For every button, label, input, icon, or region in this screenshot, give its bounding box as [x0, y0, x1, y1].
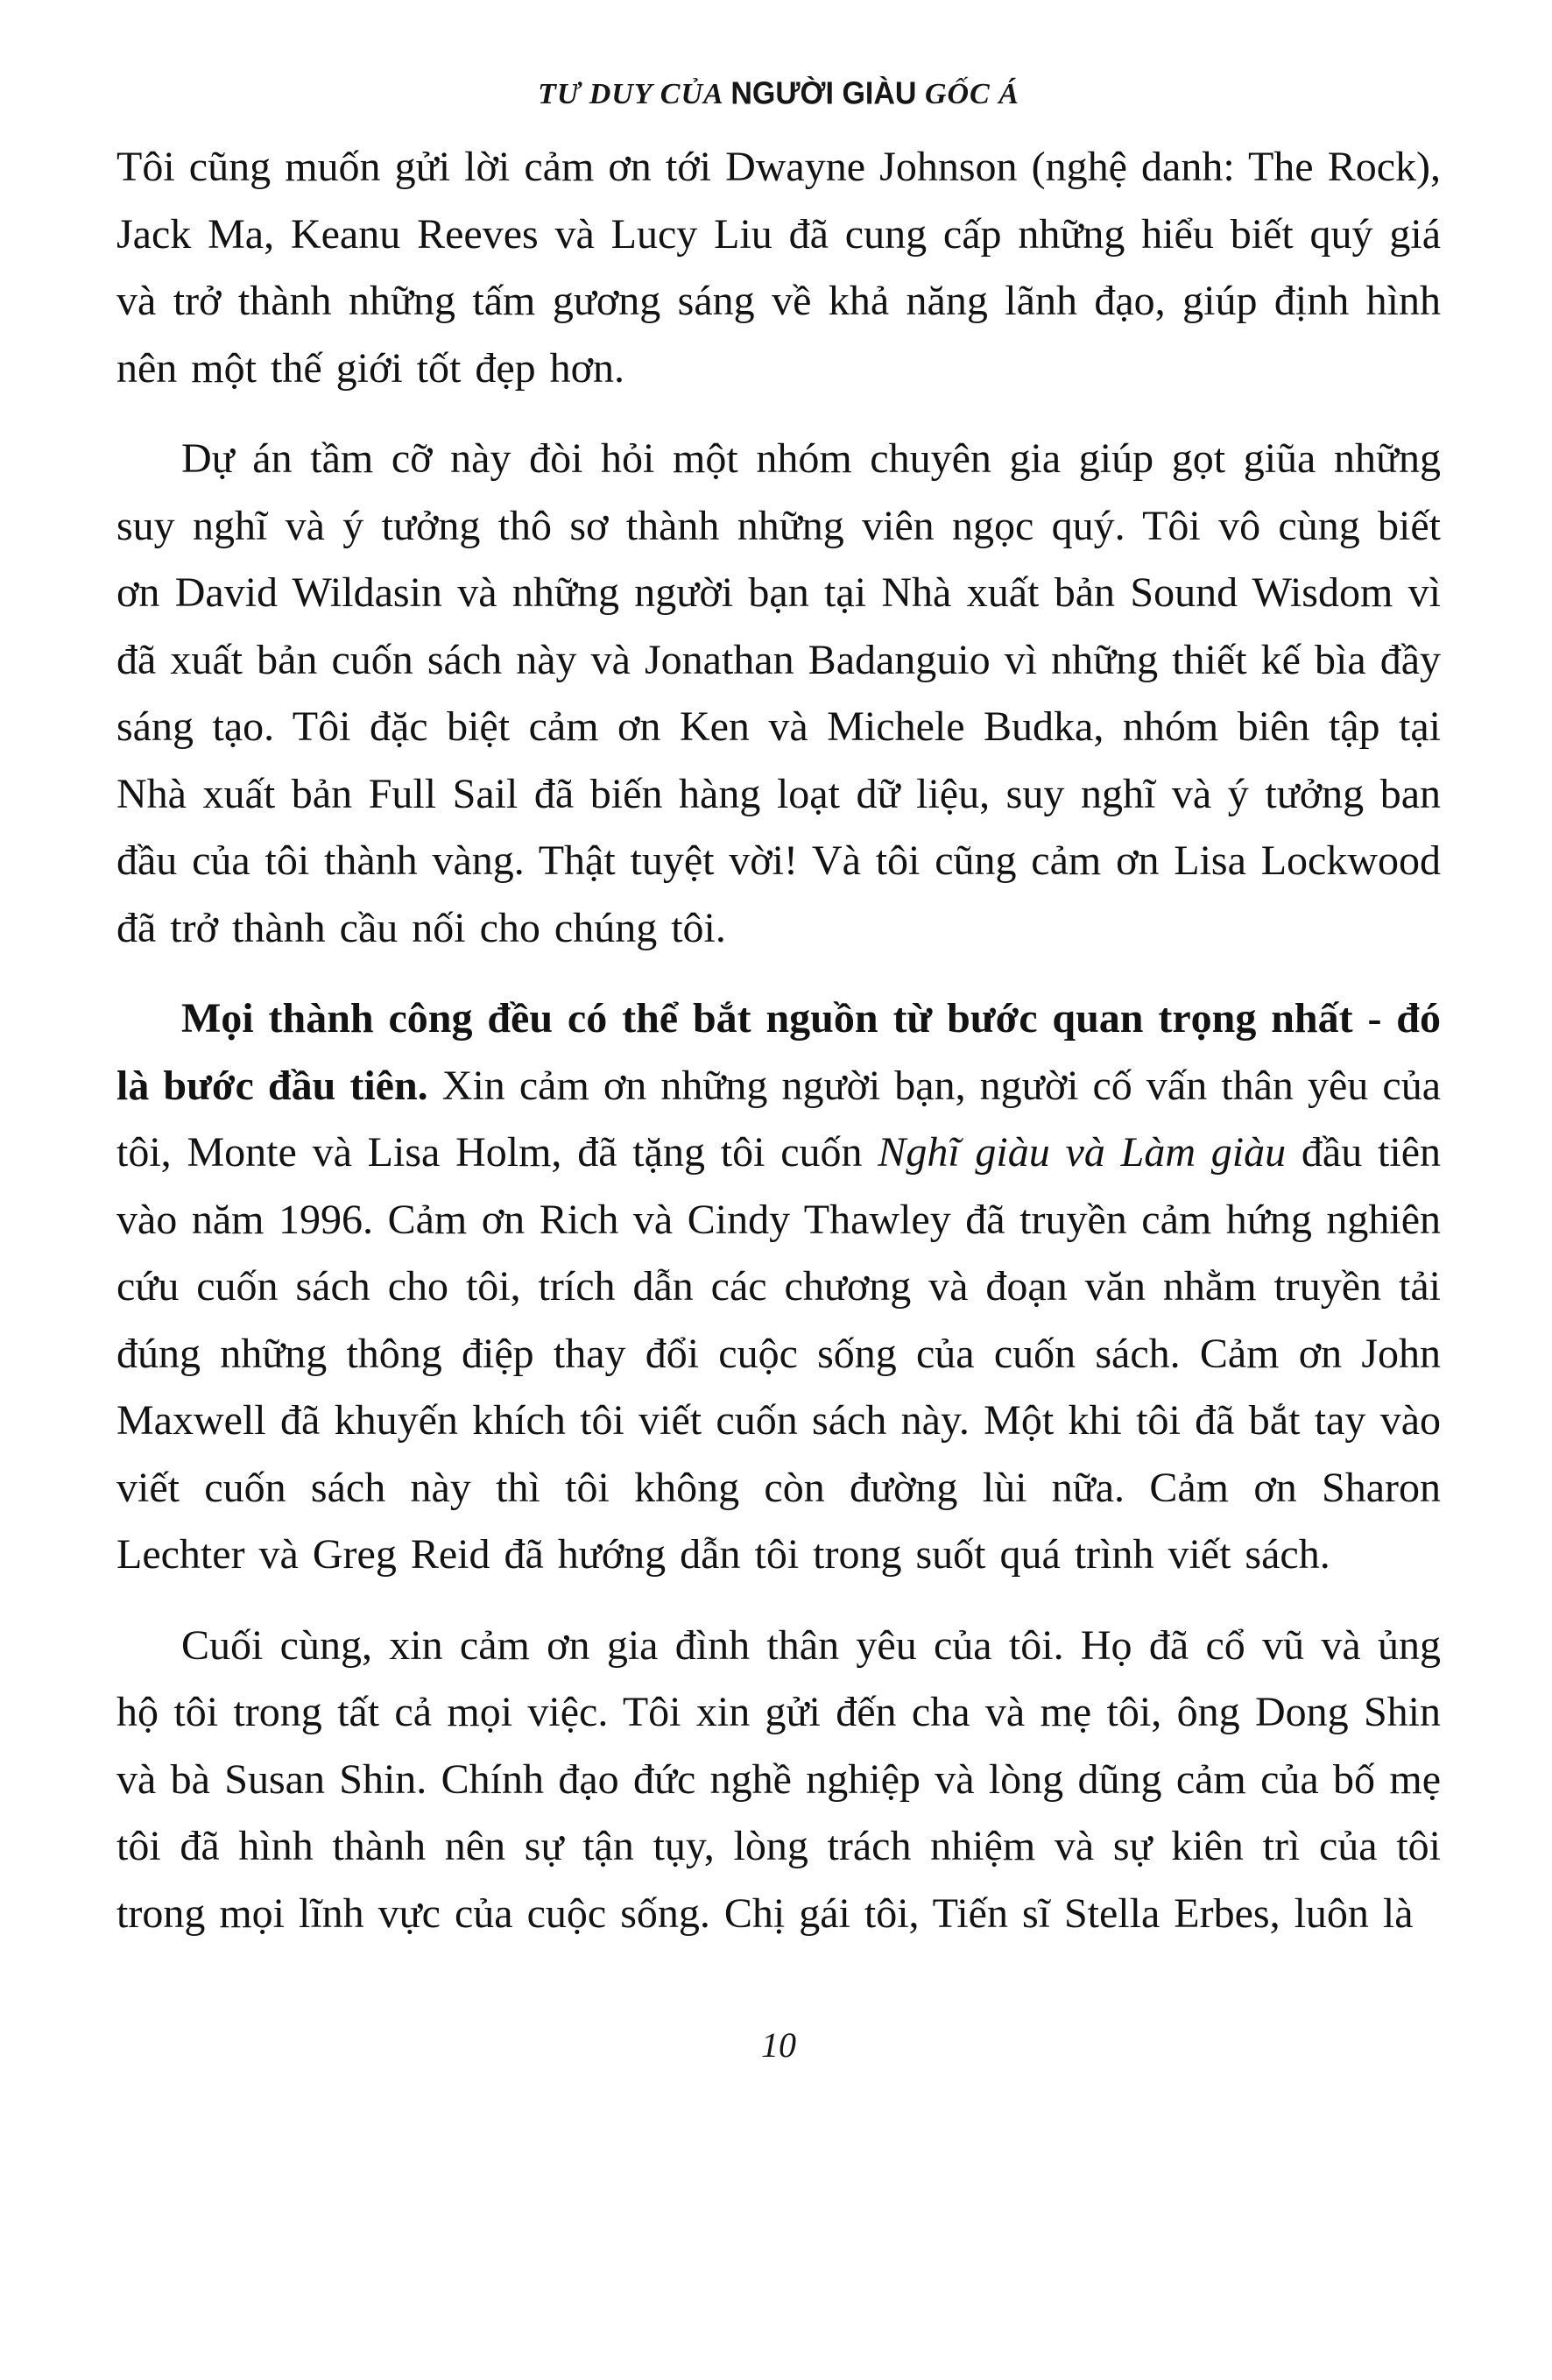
paragraph-3-text-continued: đầu tiên vào năm 1996. Cảm ơn Rich và Cindy Thawley đã truyền cảm hứng nghiên cứu cuốn sách cho tôi, trích dẫn các chương và đoạn văn nhằm truyền tải đúng những thông điệp thay đổi cuộc sống của cuốn sách. Cảm ơn John Maxwell đã khuyến khích tôi viết cuốn sách này. Một khi tôi đã bắt tay vào viết cuốn sách này thì tôi không còn đường lùi nữa. Cảm ơn Sharon Lechter và Greg Reid đã hướng dẫn tôi trong suốt quá trình viết sách. — [116, 1129, 1441, 1578]
header-title-prefix: TƯ DUY CỦA — [538, 78, 731, 110]
header-title-suffix: GỐC Á — [916, 78, 1019, 110]
paragraph-3-bold-lead: Mọi thành công đều có thể bắt nguồn từ bước quan trọng nhất - đó là bước đầu tiên. — [116, 995, 1441, 1109]
paragraph-4 — [116, 1613, 1441, 1948]
page-body — [116, 134, 1441, 1947]
paragraph-2-text: Dự án tầm cỡ này đòi hỏi một nhóm chuyên gia giúp gọt giũa những suy nghĩ và ý tưởng thô sơ thành những viên ngọc quý. Tôi vô cùng biết ơn David Wildasin và những người bạn tại Nhà xuất bản Sound Wisdom vì đã xuất bản cuốn sách này và Jonathan Badanguio vì những thiết kế bìa đầy sáng tạo. Tôi đặc biệt cảm ơn Ken và Michele Budka, nhóm biên tập tại Nhà xuất bản Full Sail đã biến hàng loạt dữ liệu, suy nghĩ và ý tưởng ban đầu của tôi thành vàng. Thật tuyệt vời! Và tôi cũng cảm ơn Lisa Lockwood đã trở thành cầu nối cho chúng tôi. — [116, 435, 1441, 951]
paragraph-3 — [116, 985, 1441, 1589]
paragraph-4-text: Cuối cùng, xin cảm ơn gia đình thân yêu của tôi. Họ đã cổ vũ và ủng hộ tôi trong tất cả mọi việc. Tôi xin gửi đến cha và mẹ tôi, ông Dong Shin và bà Susan Shin. Chính đạo đức nghề nghiệp và lòng dũng cảm của bố mẹ tôi đã hình thành nên sự tận tụy, lòng trách nhiệm và sự kiên trì của tôi trong mọi lĩnh vực của cuộc sống. Chị gái tôi, Tiến sĩ Stella Erbes, luôn là — [116, 1621, 1441, 1937]
paragraph-3-text: Xin cảm ơn những người bạn, người cố vấn thân yêu của tôi, Monte và Lisa Holm, đã tặng tôi cuốn — [116, 1062, 1442, 1176]
paragraph-1-text: Tôi cũng muốn gửi lời cảm ơn tới Dwayne Johnson (nghệ danh: The Rock), Jack Ma, Keanu Reeves và Lucy Liu đã cung cấp những hiểu biết quý giá và trở thành những tấm gương sáng về khả năng lãnh đạo, giúp định hình nên một thế giới tốt đẹp hơn. — [116, 144, 1441, 392]
paragraph-1 — [116, 134, 1441, 402]
header-title-emphasis: NGƯỜI GIÀU — [730, 76, 917, 111]
page-number: 10 — [761, 2025, 796, 2065]
paragraph-3-book-title: Nghĩ giàu và Làm giàu — [878, 1129, 1287, 1176]
paragraph-2 — [116, 426, 1441, 962]
running-header — [116, 77, 1441, 111]
